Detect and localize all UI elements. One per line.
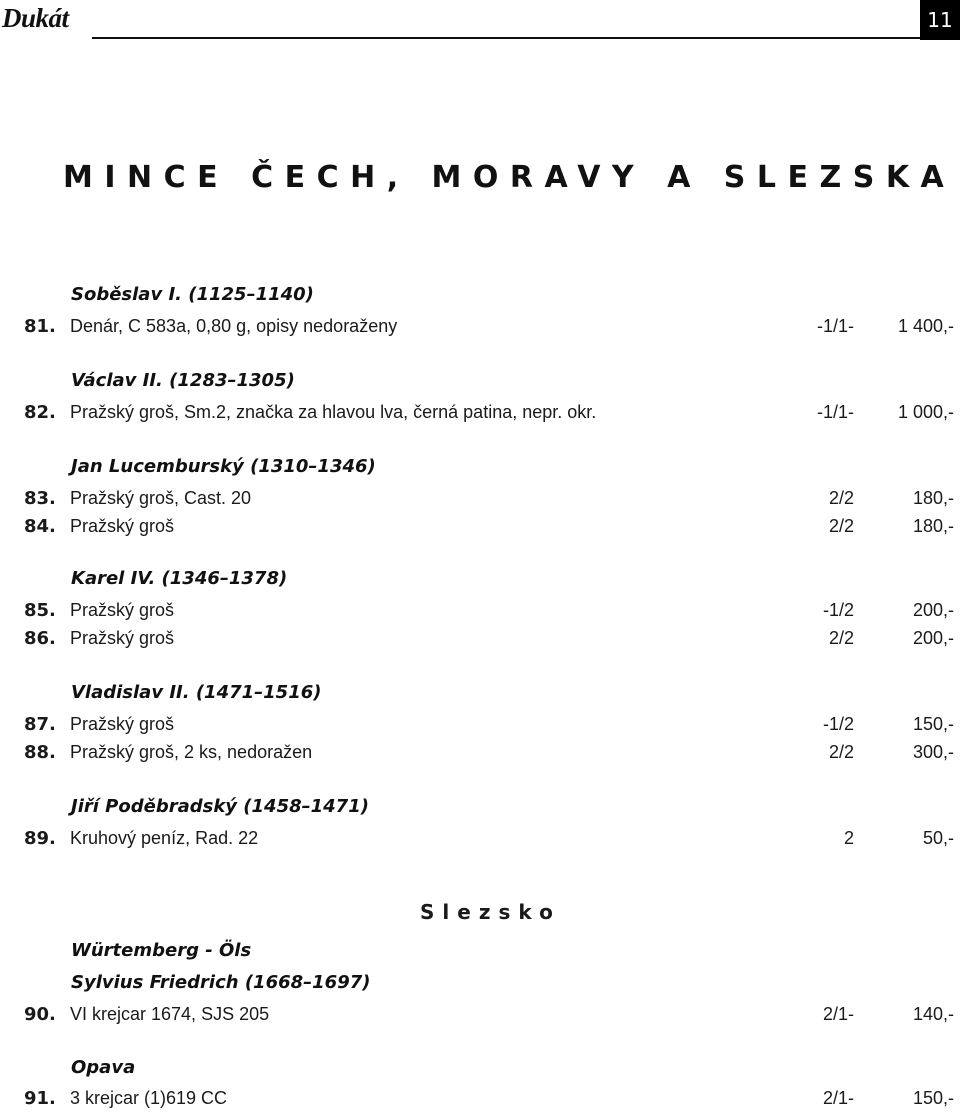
item-description: Denár, C 583a, 0,80 g, opisy nedoraženy	[70, 316, 398, 336]
catalog-item	[0, 516, 960, 540]
item-number: 91.	[24, 1088, 56, 1109]
ruler-heading: Opava	[71, 1057, 136, 1078]
item-grade: 2	[843, 828, 854, 848]
catalog-item	[0, 714, 960, 738]
item-grade: 2/2	[828, 628, 854, 648]
ruler-heading: Karel IV. (1346–1378)	[71, 568, 288, 589]
item-description: Kruhový peníz, Rad. 22	[70, 828, 259, 848]
ruler-heading: Václav II. (1283–1305)	[71, 370, 295, 391]
item-grade: -1/1-	[816, 316, 854, 336]
item-price: 50,-	[922, 828, 954, 848]
item-number: 88.	[24, 742, 56, 763]
item-price: 300,-	[912, 742, 954, 762]
item-price: 150,-	[912, 1088, 954, 1108]
ruler-heading: Soběslav I. (1125–1140)	[71, 284, 314, 305]
item-description: Pražský groš, Sm.2, značka za hlavou lva, černá patina, nepr. okr.	[70, 402, 597, 422]
item-number: 85.	[24, 600, 56, 621]
item-price: 1 400,-	[897, 316, 954, 336]
ruler-heading: Vladislav II. (1471–1516)	[71, 682, 322, 703]
item-description: VI krejcar 1674, SJS 205	[70, 1004, 270, 1024]
item-price: 180,-	[912, 488, 954, 508]
catalog-item	[0, 316, 960, 340]
item-description: Pražský groš	[70, 628, 175, 648]
item-description: Pražský groš, 2 ks, nedoražen	[70, 742, 313, 762]
item-grade: 2/1-	[822, 1004, 854, 1024]
catalog-item	[0, 828, 960, 852]
item-price: 140,-	[912, 1004, 954, 1024]
item-number: 87.	[24, 714, 56, 735]
ruler-heading: Jan Lucemburský (1310–1346)	[71, 456, 376, 477]
ruler-heading: Jiří Poděbradský (1458–1471)	[71, 796, 369, 817]
item-price: 180,-	[912, 516, 954, 536]
ruler-subheading: Sylvius Friedrich (1668–1697)	[71, 972, 371, 993]
item-number: 90.	[24, 1004, 56, 1025]
publisher-logo: Dukát	[2, 3, 69, 33]
catalog-item	[0, 1088, 960, 1112]
item-grade: 2/2	[828, 488, 854, 508]
item-number: 84.	[24, 516, 56, 537]
item-grade: -1/2	[822, 714, 854, 734]
item-description: Pražský groš	[70, 600, 175, 620]
item-price: 200,-	[912, 628, 954, 648]
item-grade: 2/2	[828, 742, 854, 762]
item-price: 200,-	[912, 600, 954, 620]
item-number: 81.	[24, 316, 56, 337]
page-title: MINCE ČECH, MORAVY A SLEZSKA	[63, 160, 956, 195]
catalog-item	[0, 402, 960, 426]
item-price: 150,-	[912, 714, 954, 734]
item-number: 83.	[24, 488, 56, 509]
item-number: 89.	[24, 828, 56, 849]
catalog-item	[0, 628, 960, 652]
section-title: Slezsko	[420, 900, 561, 924]
page-header	[0, 0, 960, 40]
item-description: Pražský groš, Cast. 20	[70, 488, 252, 508]
item-grade: -1/2	[822, 600, 854, 620]
catalog-item	[0, 600, 960, 624]
item-grade: -1/1-	[816, 402, 854, 422]
ruler-heading: Würtemberg - Öls	[71, 940, 252, 961]
catalog-item	[0, 488, 960, 512]
item-description: Pražský groš	[70, 714, 175, 734]
item-grade: 2/1-	[822, 1088, 854, 1108]
catalog-item	[0, 1004, 960, 1028]
header-rule	[92, 37, 920, 39]
page-number: 11	[920, 0, 960, 40]
item-number: 82.	[24, 402, 56, 423]
item-number: 86.	[24, 628, 56, 649]
item-description: 3 krejcar (1)619 CC	[70, 1088, 228, 1108]
catalog-item	[0, 742, 960, 766]
item-description: Pražský groš	[70, 516, 175, 536]
item-grade: 2/2	[828, 516, 854, 536]
item-price: 1 000,-	[897, 402, 954, 422]
